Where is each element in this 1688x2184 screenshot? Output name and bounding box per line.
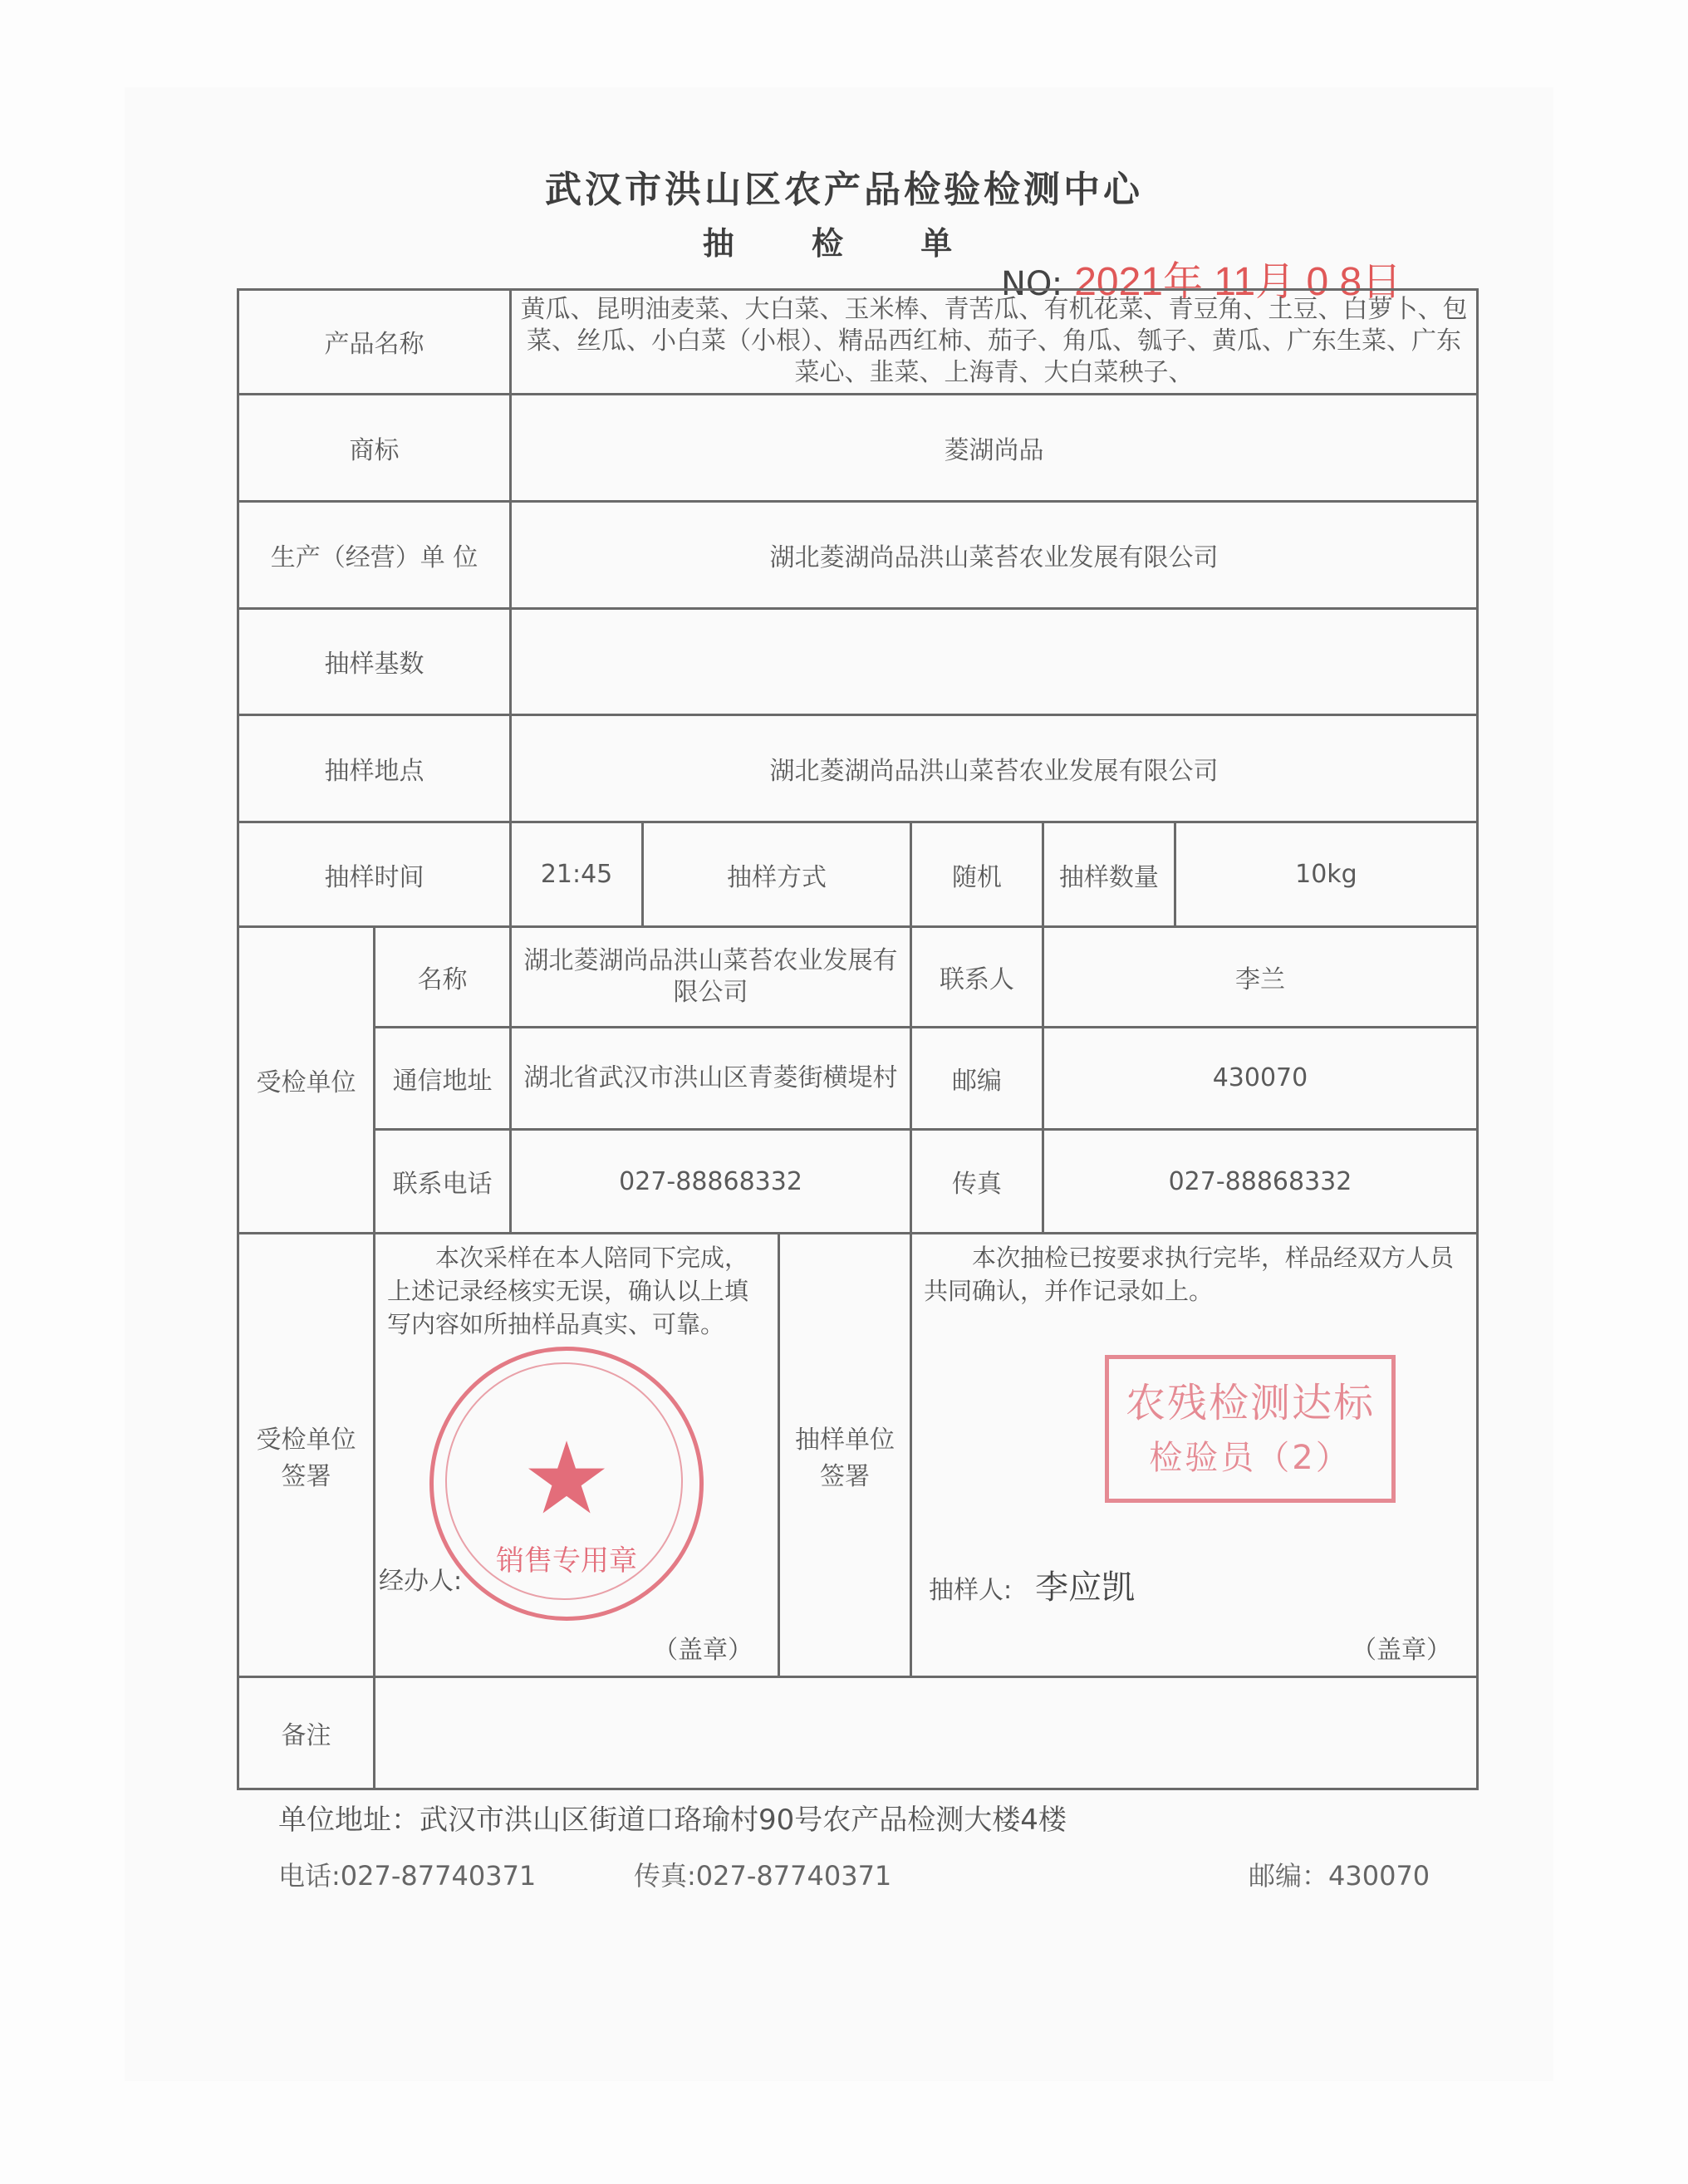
no-date-value: 2021年 11月 0 8日 bbox=[1074, 260, 1402, 304]
unit-name-value: 湖北菱湖尚品洪山菜苔农业发展有限公司 bbox=[511, 927, 911, 1028]
product-name-label: 产品名称 bbox=[238, 290, 511, 395]
sampler-label: 抽样人: bbox=[928, 1576, 1013, 1606]
form-title: 抽 检 单 bbox=[702, 225, 986, 262]
stamp-line-2: 检验员（2） bbox=[1149, 1439, 1352, 1478]
remarks-value bbox=[375, 1677, 1478, 1789]
fax-value: 027-88868332 bbox=[1043, 1129, 1477, 1234]
sample-method-value: 随机 bbox=[910, 822, 1043, 927]
seal-star-icon: ★ bbox=[522, 1421, 611, 1538]
unit-name-label: 名称 bbox=[375, 927, 511, 1028]
stamp-line-1: 农残检测达标 bbox=[1125, 1380, 1375, 1427]
sampler-sign-area bbox=[910, 1234, 1477, 1677]
inspection-form-table bbox=[237, 288, 1479, 1790]
sample-place-value: 湖北菱湖尚品洪山菜苔农业发展有限公司 bbox=[511, 715, 1478, 822]
footer-address: 单位地址：武汉市洪山区街道口珞瑜村90号农产品检测大楼4楼 bbox=[278, 1804, 1067, 1837]
no-label: NO: bbox=[1001, 265, 1063, 303]
address-value: 湖北省武汉市洪山区青菱街横堤村 bbox=[511, 1027, 911, 1129]
seal-band-text: 销售专用章 bbox=[496, 1544, 638, 1578]
seal-note-1: （盖章） bbox=[653, 1636, 753, 1666]
product-name-value: 黄瓜、昆明油麦菜、大白菜、玉米棒、青苦瓜、有机花菜、青豆角、土豆、白萝卜、包菜、丝瓜、小白菜（小根）、精品西红柿、茄子、角瓜、瓠子、黄瓜、广东生菜、广东菜心、韭菜、上海青、大白菜秧子、 bbox=[511, 290, 1478, 395]
footer-postcode: 邮编：430070 bbox=[1249, 1860, 1430, 1892]
postcode-label: 邮编 bbox=[910, 1027, 1043, 1129]
brand-label: 商标 bbox=[238, 394, 511, 501]
sample-time-value: 21:45 bbox=[511, 822, 643, 927]
footer-fax: 传真:027-87740371 bbox=[634, 1860, 892, 1892]
handler-label: 经办人: bbox=[379, 1567, 463, 1597]
address-label: 通信地址 bbox=[375, 1027, 511, 1129]
sample-qty-label: 抽样数量 bbox=[1043, 822, 1175, 927]
sample-place-label: 抽样地点 bbox=[238, 715, 511, 822]
fax-label: 传真 bbox=[910, 1129, 1043, 1234]
sampler-line bbox=[929, 1561, 1135, 1608]
sampler-signature: 李应凯 bbox=[1035, 1568, 1136, 1607]
inspected-sign-text: 本次采样在本人陪同下完成，上述记录经核实无误，确认以上填写内容如所抽样品真实、可靠。 bbox=[387, 1244, 749, 1339]
remarks-label: 备注 bbox=[238, 1677, 375, 1789]
inspected-unit-label: 受检单位 bbox=[238, 927, 375, 1234]
sample-time-label: 抽样时间 bbox=[238, 822, 511, 927]
producer-value: 湖北菱湖尚品洪山菜苔农业发展有限公司 bbox=[511, 501, 1478, 608]
phone-label: 联系电话 bbox=[375, 1129, 511, 1234]
phone-value: 027-88868332 bbox=[511, 1129, 911, 1234]
company-round-seal bbox=[429, 1347, 704, 1621]
inspected-sign-label: 受检单位签署 bbox=[238, 1234, 375, 1677]
contact-label: 联系人 bbox=[910, 927, 1043, 1028]
sample-base-value bbox=[511, 608, 1478, 715]
contact-value: 李兰 bbox=[1043, 927, 1477, 1028]
inspected-sign-area bbox=[375, 1234, 779, 1677]
postcode-value: 430070 bbox=[1043, 1027, 1477, 1129]
producer-label: 生产（经营）单 位 bbox=[238, 501, 511, 608]
page-title: 武汉市洪山区农产品检验检测中心 bbox=[545, 169, 1143, 211]
sampler-sign-text: 本次抽检已按要求执行完毕，样品经双方人员共同确认，并作记录如上。 bbox=[923, 1244, 1454, 1306]
sample-method-label: 抽样方式 bbox=[643, 822, 911, 927]
inspector-rect-stamp bbox=[1105, 1355, 1396, 1503]
brand-value: 菱湖尚品 bbox=[511, 394, 1478, 501]
sampler-unit-sign-label: 抽样单位签署 bbox=[779, 1234, 911, 1677]
seal-note-2: （盖章） bbox=[1352, 1636, 1451, 1666]
footer-phone: 电话:027-87740371 bbox=[278, 1860, 537, 1892]
sample-qty-value: 10kg bbox=[1175, 822, 1477, 927]
sample-base-label: 抽样基数 bbox=[238, 608, 511, 715]
